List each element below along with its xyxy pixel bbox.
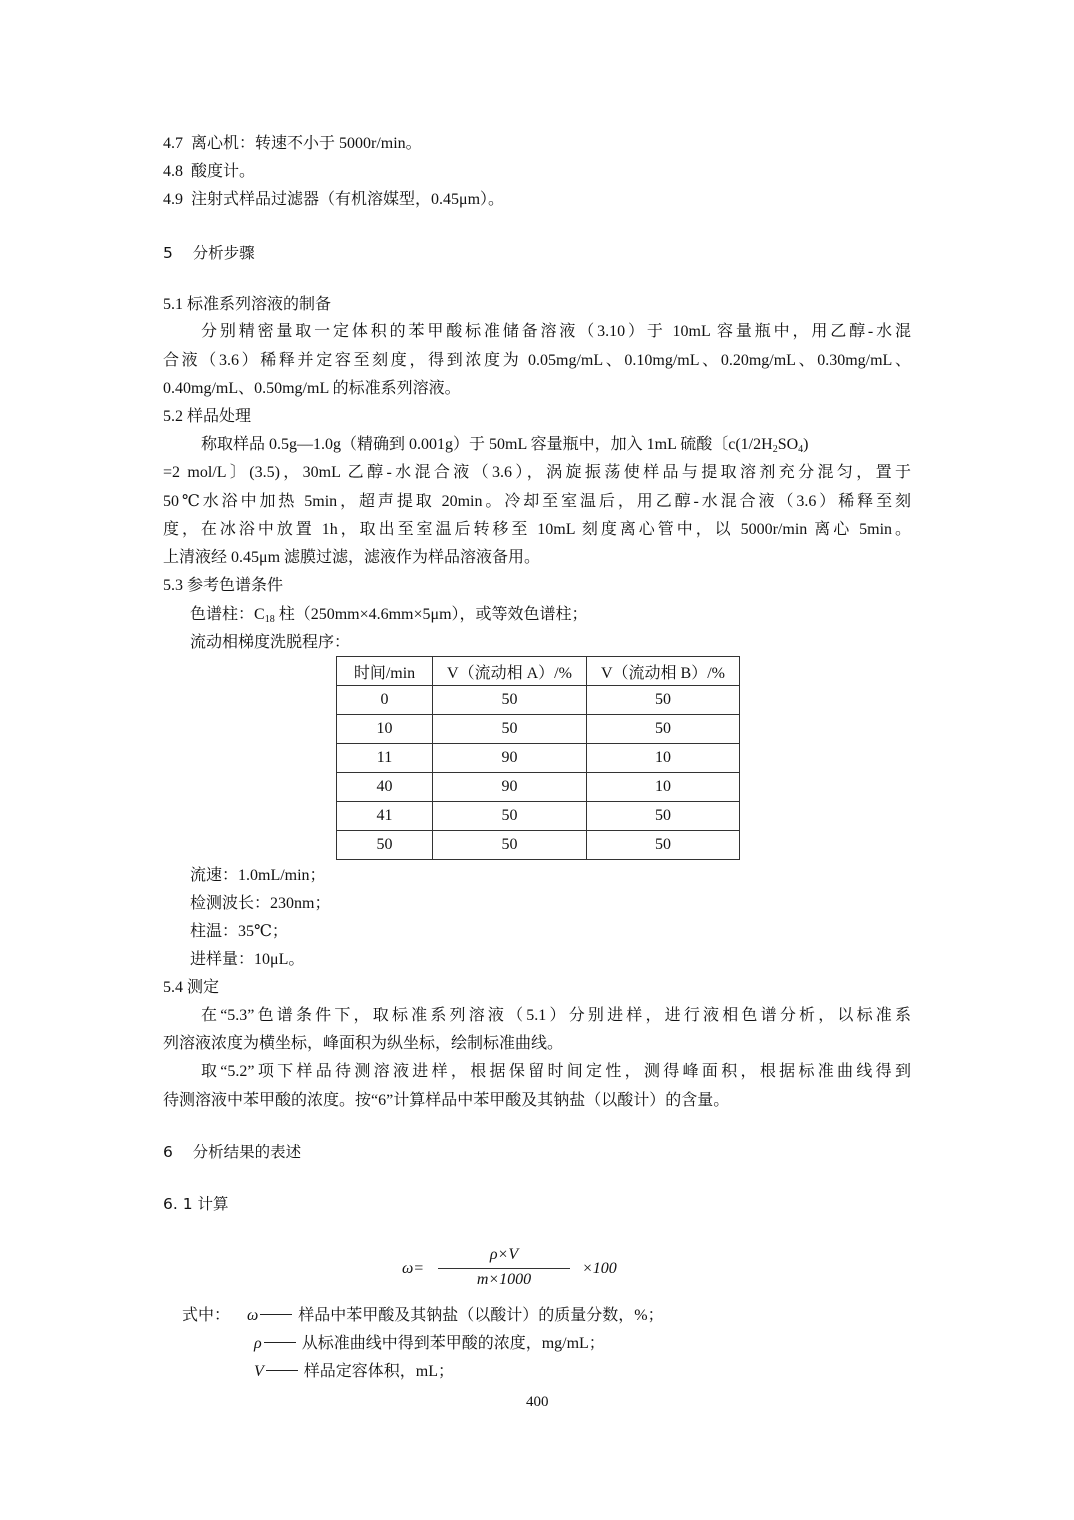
subsection-5-2-heading: 5.2 样品处理	[163, 408, 252, 425]
em-dash	[260, 1314, 292, 1315]
formula-fraction	[438, 1246, 570, 1289]
item-4-7	[163, 134, 422, 154]
paragraph-line: 待测溶液中苯甲酸的浓度。按“6”计算样品中苯甲酸及其钠盐（以酸计）的含量。	[163, 1092, 730, 1109]
formula-factor: ×100	[582, 1260, 617, 1277]
item-4-8	[163, 162, 255, 182]
variable-symbol: ω	[247, 1307, 259, 1324]
item-text: 离心机：转速不小于 5000r/min。	[191, 135, 422, 152]
variable-definition	[254, 1330, 605, 1353]
table-cell: 50	[433, 686, 587, 715]
paragraph-line: 在“5.3”色谱条件下，取标准系列溶液（5.1）分别进样，进行液相色谱分析，以标准系	[201, 1007, 911, 1024]
variable-description: 从标准曲线中得到苯甲酸的浓度，mg/mL；	[301, 1335, 605, 1352]
table-cell: 90	[433, 773, 587, 802]
variable-symbol: V	[254, 1363, 264, 1380]
table-cell: 10	[337, 715, 433, 744]
formula-lhs: ω=	[402, 1260, 425, 1277]
text-run: 称取样品 0.5g—1.0g（精确到 0.001g）于 50mL 容量瓶中，加入 1mL 硫酸〔c(1/2H	[201, 436, 773, 453]
paragraph-line	[201, 435, 921, 455]
paragraph-line: 合液（3.6）稀释并定容至刻度，得到浓度为 0.05mg/mL、0.10mg/mL、0.20mg/mL、0.30mg/mL、	[163, 352, 911, 369]
variable-definition	[247, 1302, 664, 1325]
column-header: V（流动相 B）/%	[587, 657, 740, 686]
table-cell: 90	[433, 744, 587, 773]
table-cell: 50	[433, 715, 587, 744]
subscript: 2	[772, 444, 778, 455]
table-row	[337, 744, 740, 773]
em-dash	[266, 1370, 298, 1371]
table-row	[337, 773, 740, 802]
text-run: 柱（250mm×4.6mm×5μm），或等效色谱柱；	[274, 606, 588, 623]
table-cell: 50	[433, 831, 587, 860]
formula-numerator: ρ×V	[438, 1246, 570, 1269]
subsection-5-3-heading: 5.3 参考色谱条件	[163, 577, 284, 594]
gradient-table	[336, 656, 740, 860]
table-cell: 10	[587, 773, 740, 802]
table-cell: 10	[587, 744, 740, 773]
text-run: SO	[777, 436, 799, 453]
condition-wavelength: 检测波长：230nm；	[190, 895, 331, 912]
table-cell: 41	[337, 802, 433, 831]
paragraph-line: =2 mol/L〕(3.5)，30mL 乙醇-水混合液（3.6），涡旋振荡使样品与提取溶剂充分混匀，置于	[163, 464, 911, 481]
column-header: 时间/min	[337, 657, 433, 686]
where-label: 式中：	[182, 1307, 231, 1324]
formula-denominator: m×1000	[476, 1271, 532, 1288]
item-text: 注射式样品过滤器（有机溶媒型，0.45μm）。	[191, 191, 505, 208]
variable-description: 样品中苯甲酸及其钠盐（以酸计）的质量分数，%；	[298, 1307, 664, 1324]
condition-flow-rate: 流速：1.0mL/min；	[190, 867, 326, 884]
paragraph-line: 取“5.2”项下样品待测溶液进样，根据保留时间定性，测得峰面积，根据标准曲线得到	[201, 1063, 911, 1080]
em-dash	[264, 1342, 296, 1343]
table-row	[337, 686, 740, 715]
page-number: 400	[526, 1394, 549, 1410]
column-spec	[190, 605, 588, 625]
item-text: 酸度计。	[191, 163, 256, 180]
table-cell: 50	[587, 802, 740, 831]
subsection-5-1-heading: 5.1 标准系列溶液的制备	[163, 296, 332, 313]
column-header: V（流动相 A）/%	[433, 657, 587, 686]
variable-description: 样品定容体积，mL；	[303, 1363, 455, 1380]
item-number: 4.8	[163, 163, 183, 180]
section-6-heading	[163, 1142, 301, 1162]
item-number: 4.9	[163, 191, 183, 208]
variable-symbol: ρ	[254, 1335, 262, 1352]
paragraph-line: 分别精密量取一定体积的苯甲酸标准储备溶液（3.10）于 10mL 容量瓶中，用乙醇-水混	[201, 323, 911, 340]
section-5-heading	[163, 243, 255, 263]
section-number: 5	[163, 244, 173, 262]
text-run: 色谱柱：C	[190, 606, 265, 623]
item-4-9	[163, 190, 504, 210]
table-cell: 50	[433, 802, 587, 831]
paragraph-line: 度，在冰浴中放置 1h，取出至室温后转移至 10mL 刻度离心管中，以 5000r/min 离心 5min。	[163, 521, 911, 538]
section-title: 分析步骤	[192, 244, 255, 262]
text-run: )	[803, 436, 809, 453]
paragraph-line: 上清液经 0.45μm 滤膜过滤，滤液作为样品溶液备用。	[163, 549, 541, 566]
table-cell: 40	[337, 773, 433, 802]
table-header-row	[337, 657, 740, 686]
paragraph-line: 0.40mg/mL、0.50mg/mL 的标准系列溶液。	[163, 380, 461, 397]
paragraph-line: 列溶液浓度为横坐标，峰面积为纵坐标，绘制标准曲线。	[163, 1035, 564, 1052]
condition-injection-volume: 进样量：10μL。	[190, 951, 305, 968]
subsection-5-4-heading: 5.4 测定	[163, 979, 220, 996]
table-cell: 50	[587, 715, 740, 744]
table-row	[337, 831, 740, 860]
table-cell: 11	[337, 744, 433, 773]
table-cell: 50	[587, 686, 740, 715]
section-number: 6	[163, 1143, 173, 1161]
paragraph-line: 50℃水浴中加热 5min，超声提取 20min。冷却至室温后，用乙醇-水混合液（3.6）稀释至刻	[163, 493, 911, 510]
subscript: 4	[798, 444, 804, 455]
table-cell: 50	[587, 831, 740, 860]
item-number: 4.7	[163, 135, 183, 152]
subscript: 18	[264, 614, 275, 625]
table-cell: 0	[337, 686, 433, 715]
table-cell: 50	[337, 831, 433, 860]
subsection-6-1-heading: 6. 1 计算	[163, 1195, 229, 1213]
table-row	[337, 802, 740, 831]
table-row	[337, 715, 740, 744]
section-title: 分析结果的表述	[192, 1143, 302, 1161]
gradient-label: 流动相梯度洗脱程序：	[190, 634, 351, 651]
variable-definition	[254, 1358, 454, 1381]
condition-column-temp: 柱温：35℃；	[190, 923, 288, 940]
